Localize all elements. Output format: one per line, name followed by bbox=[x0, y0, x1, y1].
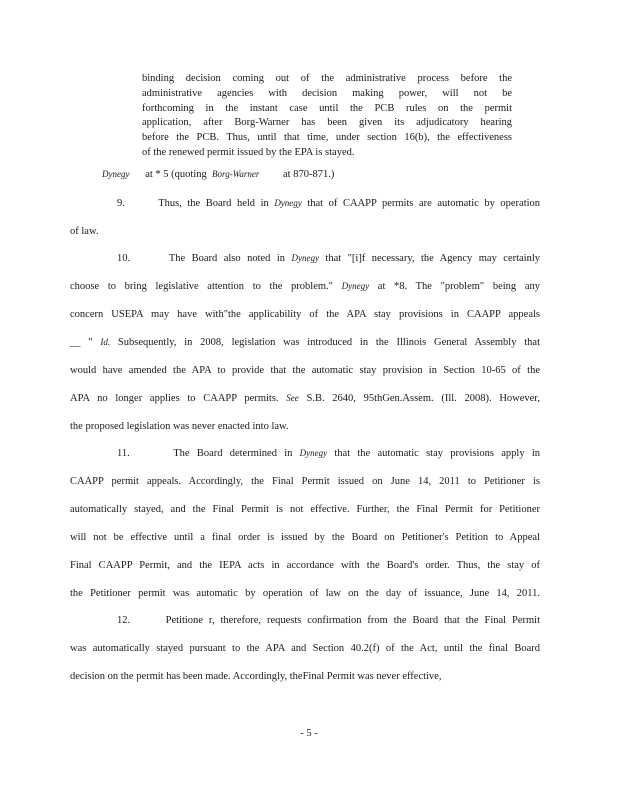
paragraph-12-line-1 bbox=[117, 615, 540, 626]
paragraph-11-line-1 bbox=[117, 448, 540, 459]
case-name: Dynegy bbox=[299, 448, 328, 458]
citation-text: at * 5 (quoting bbox=[145, 169, 207, 180]
paragraph-10-line-3: concern USEPA may have with"the applicability of the APA stay provisions in CAAPP appeals bbox=[70, 309, 540, 320]
paragraph-text: at *8. The "problem" being any bbox=[377, 281, 541, 292]
paragraph-11-line-3: automatically stayed, and the Final Permit is not effective. Further, the Final Permit for Petitioner bbox=[70, 504, 540, 515]
paragraph-11-line-4: will not be effective until a final order is issued by the Board on Petitioner's Petition to Appeal bbox=[70, 532, 540, 543]
paragraph-number: 12. bbox=[117, 615, 131, 626]
paragraph-text: APA no longer applies to CAAPP permits. bbox=[70, 393, 279, 404]
paragraph-text: Thus, the Board held in bbox=[158, 198, 269, 209]
paragraph-11-line-5: Final CAAPP Permit, and the IEPA acts in accordance with the Board's order. Thus, the stay of bbox=[70, 560, 540, 571]
quote-line: forthcoming in the instant case until the PCB rules on the permit bbox=[142, 102, 512, 114]
paragraph-11-line-6: the Petitioner permit was automatic by operation of law on the day of issuance, June 14, 2011. bbox=[70, 588, 540, 599]
paragraph-9-line-2: of law. bbox=[70, 226, 99, 237]
paragraph-10-line-4 bbox=[70, 337, 540, 348]
quote-line: application, after Borg-Warner has been given its adjudicatory hearing bbox=[142, 117, 512, 129]
quote-line: before the PCB. Thus, until that time, under section 16(b), the effectiveness bbox=[142, 132, 512, 144]
case-name: Dynegy bbox=[291, 253, 319, 263]
quote-line: of the renewed permit issued by the EPA is stayed. bbox=[142, 146, 355, 158]
paragraph-text: that of CAAPP permits are automatic by operation bbox=[307, 198, 541, 209]
paragraph-text: S.B. 2640, 95thGen.Assem. (Ill. 2008). However, bbox=[306, 393, 541, 404]
paragraph-text: Petitione r, therefore, requests confirmation from the Board that the Final Permit bbox=[165, 615, 540, 626]
paragraph-number: 11. bbox=[117, 448, 130, 459]
case-name: Dynegy bbox=[102, 169, 130, 179]
paragraph-text: that "[i]f necessary, the Agency may certainly bbox=[325, 253, 541, 264]
paragraph-text: The Board determined in bbox=[173, 448, 293, 459]
paragraph-10-line-1 bbox=[117, 253, 540, 264]
paragraph-number: 9. bbox=[117, 198, 125, 209]
case-name: Dynegy bbox=[274, 198, 302, 208]
paragraph-text: __ " bbox=[70, 337, 93, 348]
paragraph-9-line-1 bbox=[117, 198, 540, 209]
paragraph-10-line-5: would have amended the APA to provide that the automatic stay provision in Section 10-65 of the bbox=[70, 365, 540, 376]
paragraph-text: choose to bring legislative attention to the problem." bbox=[70, 281, 333, 292]
paragraph-number: 10. bbox=[117, 253, 131, 264]
quote-line: binding decision coming out of the administrative process before the bbox=[142, 73, 512, 84]
case-name: Dynegy bbox=[341, 281, 370, 291]
paragraph-10-line-6 bbox=[70, 393, 540, 404]
page-number: - 5 - bbox=[300, 728, 318, 739]
paragraph-11-line-2: CAAPP permit appeals. Accordingly, the Final Permit issued on June 14, 2011 to Petitioner is bbox=[70, 476, 540, 487]
see-signal: See bbox=[286, 393, 299, 403]
quote-line: administrative agencies with decision making power, will not be bbox=[142, 87, 512, 99]
paragraph-10-line-2 bbox=[70, 281, 540, 292]
paragraph-text: that the automatic stay provisions apply in bbox=[334, 448, 541, 459]
citation-text: at 870-871.) bbox=[283, 169, 335, 180]
id-citation: Id. bbox=[100, 337, 111, 347]
paragraph-12-line-2: was automatically stayed pursuant to the APA and Section 40.2(f) of the Act, until the final Board bbox=[70, 643, 540, 654]
citation-line bbox=[102, 169, 572, 180]
block-quote bbox=[142, 72, 512, 161]
quoted-case-name: Borg-Warner bbox=[212, 169, 260, 179]
paragraph-12-line-3: decision on the permit has been made. Accordingly, theFinal Permit was never effective, bbox=[70, 671, 442, 682]
paragraph-10-line-7: the proposed legislation was never enacted into law. bbox=[70, 421, 289, 432]
paragraph-text: Subsequently, in 2008, legislation was introduced in the Illinois General Assembly that bbox=[117, 337, 541, 348]
paragraph-text: The Board also noted in bbox=[168, 253, 286, 264]
